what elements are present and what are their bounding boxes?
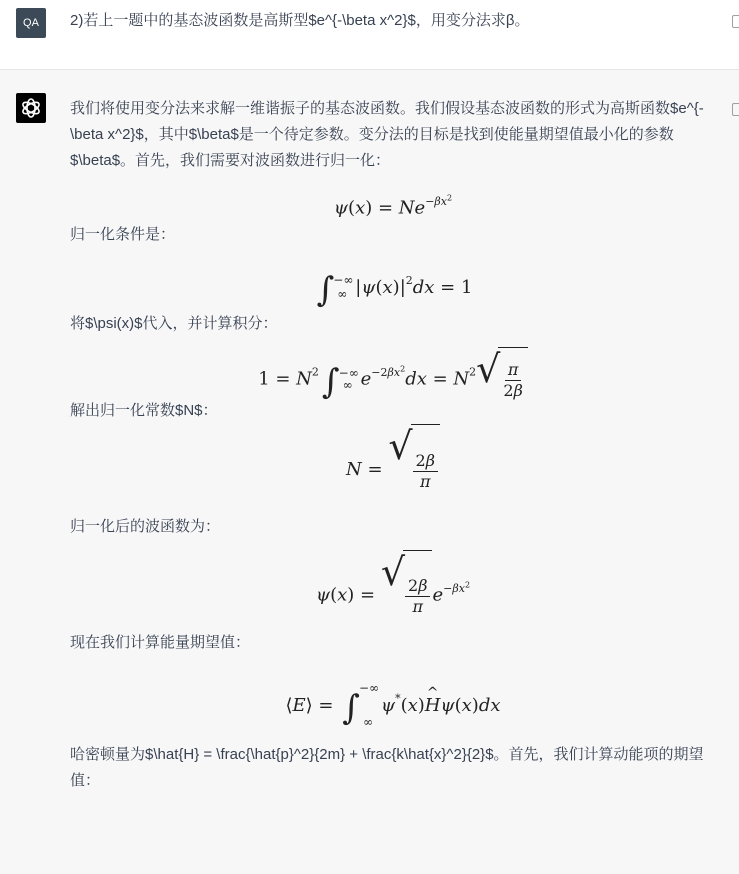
paragraph: 归一化后的波函数为： (70, 518, 221, 535)
user-avatar: QA (16, 8, 46, 38)
paragraph: 哈密顿量为$\hat{H} = \frac{\hat{p}^2}{2m} + \frac{k\hat{x}^2}{2}$。首先，我们计算动能项的期望值： (70, 746, 704, 789)
user-message-row (0, 0, 739, 70)
equation-normalization: ∫ ∞ −∞ $|\psi(x)|^2dx = 1$ (316, 270, 473, 310)
copy-icon[interactable] (732, 15, 739, 28)
equation-normalization-constant: N = √ $\frac{2\beta}{\pi}$ (70, 424, 716, 514)
paragraph: 解出归一化常数$N$： (70, 402, 218, 419)
equation-integral: $1 = N^2\int$ ∞ −∞ $e^{-2\beta x^2}dx = N^2$ √ $\frac{\pi}{2\beta}$ (70, 337, 716, 401)
paragraph: 归一化条件是： (70, 226, 176, 243)
paragraph: 现在我们计算能量期望值： (70, 634, 251, 651)
assistant-message-row (0, 70, 739, 874)
user-message-text: 2)若上一题中的基态波函数是高斯型$e^{-\beta x^2}$，用变分法求β。 (70, 12, 530, 29)
assistant-message-content (70, 96, 716, 794)
equation-normalized-wavefunction: ψ(x) = √ $\frac{2\beta}{\pi}$ $e^{-\beta x^2}$ (70, 540, 716, 630)
openai-logo-icon (16, 93, 46, 123)
equation-energy-expectation: ⟨E⟩ = ∫ ∞ −∞ ψ*(x)^ Hψ(x)dx (70, 656, 716, 742)
copy-icon[interactable] (732, 103, 739, 116)
equation-wavefunction: $\psi(x) = Ne^{-\beta x^2}$ (333, 193, 453, 219)
paragraph: 将$\psi(x)$代入，并计算积分： (70, 315, 278, 332)
paragraph: 我们将使用变分法来求解一维谐振子的基态波函数。我们假设基态波函数的形式为高斯函数$e^{-\beta x^2}$，其中$\beta$是一个待定参数。变分法的目标是找到使能量期望值最小化的参数$\beta$。首先，我们需要对波函数进行归一化： (70, 100, 704, 169)
